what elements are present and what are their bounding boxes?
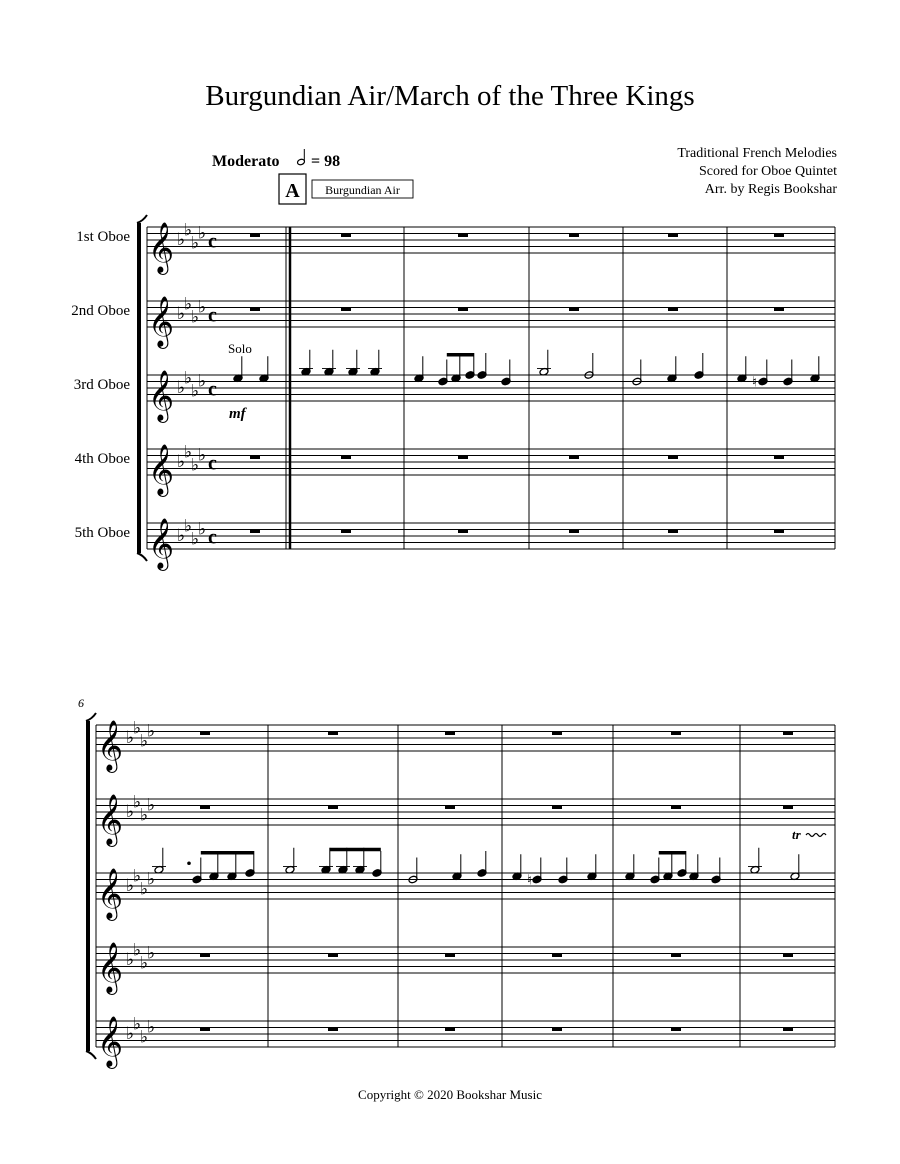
svg-text:♭: ♭	[140, 1027, 149, 1048]
whole-rest	[328, 732, 338, 736]
svg-text:♭: ♭	[133, 940, 142, 961]
svg-text:♭: ♭	[198, 519, 207, 540]
common-time-signature: c	[208, 230, 217, 253]
common-time-signature: c	[208, 304, 217, 327]
note	[737, 356, 747, 382]
note	[465, 353, 475, 379]
whole-rest	[250, 530, 260, 534]
instrument-name-1: 1st Oboe	[76, 229, 130, 245]
staff	[147, 449, 835, 475]
note	[532, 858, 542, 884]
svg-text:♭: ♭	[147, 943, 156, 964]
dynamic-marking: mf	[229, 406, 246, 422]
svg-text:𝄞: 𝄞	[148, 518, 175, 569]
whole-rest	[783, 1028, 793, 1032]
svg-text:♭: ♭	[198, 223, 207, 244]
whole-rest	[783, 954, 793, 958]
instrument-name-5: 5th Oboe	[74, 525, 130, 541]
svg-text:♭: ♭	[126, 950, 135, 970]
tempo-marking: Moderato	[212, 153, 280, 170]
whole-rest	[458, 456, 468, 460]
svg-text:♭: ♭	[126, 1024, 135, 1044]
credit-line-3: Arr. by Regis Bookshar	[704, 182, 837, 197]
tempo-value: = 98	[311, 153, 341, 170]
note	[452, 854, 462, 880]
staccato-dot	[187, 861, 191, 865]
trill-mark	[792, 827, 826, 842]
svg-text:♭: ♭	[198, 371, 207, 392]
svg-text:♭: ♭	[198, 297, 207, 318]
whole-rest	[671, 1028, 681, 1032]
note	[283, 848, 297, 874]
measure-number: 6	[78, 696, 84, 710]
bracket-hook-top	[137, 215, 147, 223]
note	[558, 858, 568, 884]
whole-rest	[552, 954, 562, 958]
note	[663, 854, 673, 880]
natural-sign: ♮	[527, 872, 533, 889]
solo-label: Solo	[228, 341, 252, 356]
beam	[330, 848, 381, 852]
common-time-signature: c	[208, 452, 217, 475]
note	[233, 356, 243, 382]
note	[451, 356, 461, 382]
svg-text:♭: ♭	[198, 445, 207, 466]
bracket-hook-top	[86, 713, 96, 721]
whole-rest	[200, 954, 210, 958]
note	[477, 353, 487, 379]
note	[537, 350, 551, 376]
svg-text:♭: ♭	[140, 953, 149, 974]
svg-text:𝄞: 𝄞	[97, 720, 124, 771]
note	[501, 360, 511, 386]
note	[353, 848, 367, 874]
svg-text:♭: ♭	[191, 233, 200, 254]
treble-clef-icon	[148, 370, 174, 423]
staff	[96, 725, 835, 751]
instrument-name-3: 3rd Oboe	[73, 377, 130, 393]
bracket-hook-bottom	[86, 1051, 96, 1059]
key-signature	[126, 866, 155, 899]
note	[346, 350, 360, 376]
svg-text:♭: ♭	[126, 876, 135, 896]
score-systems	[86, 215, 835, 1069]
whole-rest	[250, 234, 260, 238]
svg-text:♭: ♭	[184, 516, 193, 537]
whole-rest	[774, 456, 784, 460]
svg-text:♭: ♭	[133, 718, 142, 739]
key-signature	[126, 718, 155, 751]
note	[689, 854, 699, 880]
treble-clef-icon	[148, 444, 174, 497]
whole-rest	[783, 806, 793, 810]
whole-rest	[552, 732, 562, 736]
whole-rest	[445, 1028, 455, 1032]
svg-text:♭: ♭	[184, 442, 193, 463]
key-signature	[177, 220, 206, 253]
staff	[96, 1021, 835, 1047]
note	[322, 350, 336, 376]
note	[192, 858, 202, 884]
svg-text:𝄞: 𝄞	[148, 444, 175, 495]
svg-text:♭: ♭	[147, 721, 156, 742]
note	[694, 353, 704, 379]
svg-text:♭: ♭	[191, 455, 200, 476]
whole-rest	[668, 234, 678, 238]
note	[259, 356, 269, 382]
whole-rest	[668, 308, 678, 312]
svg-text:𝄞: 𝄞	[97, 794, 124, 845]
svg-text:𝄞: 𝄞	[148, 296, 175, 347]
note	[299, 350, 313, 376]
bracket-hook-bottom	[137, 553, 147, 561]
svg-text:♭: ♭	[126, 802, 135, 822]
whole-rest	[668, 530, 678, 534]
svg-text:♭: ♭	[191, 307, 200, 328]
note	[227, 854, 237, 880]
svg-text:♭: ♭	[140, 731, 149, 752]
key-signature	[177, 368, 206, 401]
treble-clef-icon	[97, 942, 123, 995]
svg-text:♭: ♭	[177, 304, 186, 324]
whole-rest	[552, 806, 562, 810]
treble-clef-icon	[148, 518, 174, 571]
system-bracket	[137, 223, 141, 553]
credit-line-1: Traditional French Melodies	[677, 146, 837, 161]
rehearsal-letter: A	[285, 180, 300, 202]
svg-text:♭: ♭	[133, 792, 142, 813]
whole-rest	[552, 1028, 562, 1032]
note	[414, 356, 424, 382]
treble-clef-icon	[97, 868, 123, 921]
whole-rest	[250, 456, 260, 460]
treble-clef-icon	[97, 1016, 123, 1069]
note	[587, 854, 597, 880]
svg-text:♭: ♭	[191, 381, 200, 402]
svg-text:𝄞: 𝄞	[97, 942, 124, 993]
staff	[96, 873, 835, 899]
whole-rest	[341, 234, 351, 238]
key-signature	[126, 940, 155, 973]
staff	[147, 301, 835, 327]
key-signature	[177, 442, 206, 475]
svg-text:𝄞: 𝄞	[97, 868, 124, 919]
treble-clef-icon	[97, 794, 123, 847]
svg-text:♭: ♭	[177, 526, 186, 546]
note	[677, 851, 687, 877]
whole-rest	[341, 308, 351, 312]
note	[336, 848, 350, 874]
note	[209, 854, 219, 880]
copyright: Copyright © 2020 Bookshar Music	[358, 1087, 542, 1102]
staff	[147, 227, 835, 253]
svg-text:♭: ♭	[184, 368, 193, 389]
credit-line-2: Scored for Oboe Quintet	[698, 164, 837, 179]
svg-text:♭: ♭	[126, 728, 135, 748]
staff	[96, 947, 835, 973]
note	[667, 356, 677, 382]
svg-text:♭: ♭	[177, 378, 186, 398]
note	[758, 360, 768, 386]
note	[245, 851, 255, 877]
key-signature	[177, 516, 206, 549]
note	[748, 848, 762, 874]
note	[783, 360, 793, 386]
svg-text:tr: tr	[792, 827, 801, 842]
common-time-signature: c	[208, 526, 217, 549]
svg-text:♭: ♭	[147, 795, 156, 816]
whole-rest	[569, 234, 579, 238]
whole-rest	[671, 954, 681, 958]
staff	[147, 375, 835, 401]
beam	[201, 851, 254, 855]
key-signature	[177, 294, 206, 327]
note	[711, 858, 721, 884]
svg-text:♭: ♭	[147, 1017, 156, 1038]
whole-rest	[200, 1028, 210, 1032]
whole-rest	[774, 308, 784, 312]
note	[790, 854, 800, 880]
whole-rest	[774, 234, 784, 238]
note	[372, 851, 382, 877]
whole-rest	[671, 732, 681, 736]
note	[438, 360, 448, 386]
natural-sign: ♮	[752, 374, 758, 391]
whole-rest	[328, 806, 338, 810]
treble-clef-icon	[148, 296, 174, 349]
half-note-icon	[297, 149, 306, 166]
svg-text:♭: ♭	[140, 805, 149, 826]
whole-rest	[445, 954, 455, 958]
whole-rest	[250, 308, 260, 312]
whole-rest	[458, 530, 468, 534]
whole-rest	[200, 732, 210, 736]
svg-text:𝄞: 𝄞	[97, 1016, 124, 1067]
treble-clef-icon	[148, 222, 174, 275]
key-signature	[126, 1014, 155, 1047]
svg-text:𝄞: 𝄞	[148, 370, 175, 421]
beam	[659, 851, 686, 855]
score-title: Burgundian Air/March of the Three Kings	[205, 80, 695, 112]
svg-text:♭: ♭	[184, 220, 193, 241]
note	[512, 854, 522, 880]
svg-text:𝄞: 𝄞	[148, 222, 175, 273]
whole-rest	[341, 456, 351, 460]
whole-rest	[341, 530, 351, 534]
instrument-name-4: 4th Oboe	[74, 451, 130, 467]
svg-text:♭: ♭	[140, 879, 149, 900]
whole-rest	[458, 308, 468, 312]
whole-rest	[783, 732, 793, 736]
whole-rest	[200, 806, 210, 810]
system-bracket	[86, 721, 90, 1051]
key-signature	[126, 792, 155, 825]
svg-text:♭: ♭	[177, 230, 186, 250]
instrument-name-2: 2nd Oboe	[71, 303, 130, 319]
common-time-signature: c	[208, 378, 217, 401]
whole-rest	[445, 806, 455, 810]
whole-rest	[328, 1028, 338, 1032]
note	[368, 350, 382, 376]
whole-rest	[774, 530, 784, 534]
svg-text:♭: ♭	[191, 529, 200, 550]
svg-text:♭: ♭	[147, 869, 156, 890]
svg-text:♭: ♭	[133, 1014, 142, 1035]
svg-text:♭: ♭	[133, 866, 142, 887]
staff	[147, 523, 835, 549]
whole-rest	[445, 732, 455, 736]
svg-text:♭: ♭	[177, 452, 186, 472]
note	[625, 854, 635, 880]
beam	[447, 353, 474, 357]
whole-rest	[668, 456, 678, 460]
note	[477, 851, 487, 877]
whole-rest	[569, 530, 579, 534]
whole-rest	[458, 234, 468, 238]
note	[810, 356, 820, 382]
note	[650, 858, 660, 884]
svg-text:♭: ♭	[184, 294, 193, 315]
treble-clef-icon	[97, 720, 123, 773]
note	[319, 848, 333, 874]
whole-rest	[328, 954, 338, 958]
whole-rest	[671, 806, 681, 810]
staff	[96, 799, 835, 825]
whole-rest	[569, 308, 579, 312]
whole-rest	[569, 456, 579, 460]
section-label: Burgundian Air	[325, 183, 400, 197]
